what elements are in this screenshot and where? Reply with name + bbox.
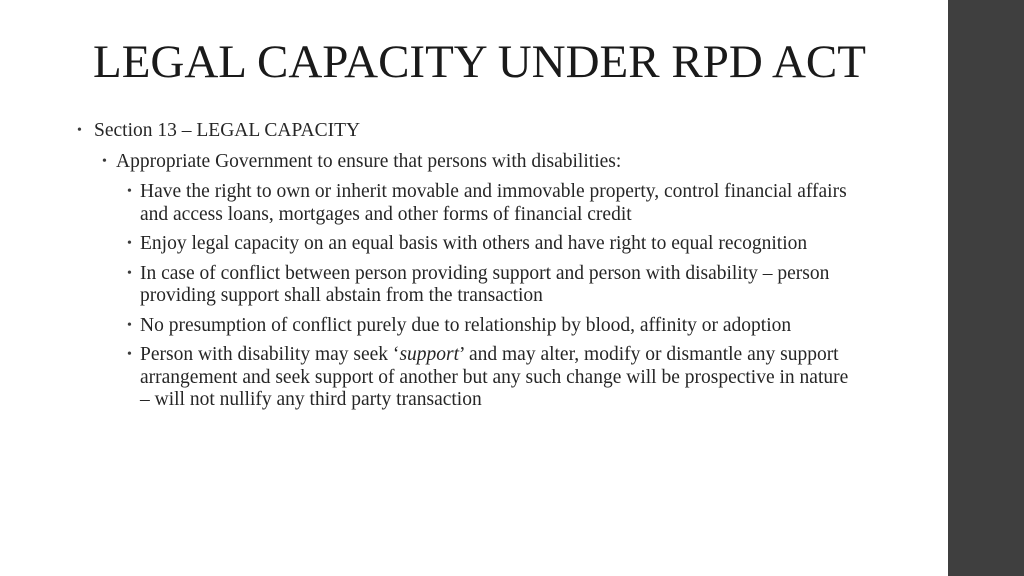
slide-title: LEGAL CAPACITY UNDER RPD ACT bbox=[93, 36, 866, 88]
section-heading: Section 13 – LEGAL CAPACITY bbox=[94, 120, 361, 141]
support-text-after: ’ and may alter, modify or dismantle any support arrangement and seek support of another but any such change will be prospective in nature – will not nullify any third party transaction bbox=[140, 344, 849, 410]
list-item-text bbox=[140, 344, 850, 412]
bullet-level-3-item bbox=[0, 181, 850, 226]
bullet-dot-icon: • bbox=[127, 184, 132, 199]
bullet-dot-icon: • bbox=[127, 265, 132, 281]
bullet-dot-icon: • bbox=[127, 347, 132, 362]
government-duty-text: Appropriate Government to ensure that persons with disabilities: bbox=[116, 150, 622, 172]
slide-body bbox=[0, 120, 948, 419]
bullet-level-3-item bbox=[0, 315, 850, 338]
bullet-dot-icon: • bbox=[77, 123, 82, 138]
support-text-before: Person with disability may seek ‘ bbox=[140, 344, 400, 365]
bullet-dot-icon: • bbox=[127, 236, 132, 251]
list-item-text: No presumption of conflict purely due to relationship by blood, affinity or adoption bbox=[140, 314, 792, 336]
bullet-level-3-item bbox=[0, 263, 850, 308]
bullet-level-3-item bbox=[0, 233, 850, 256]
bullet-level-1 bbox=[0, 120, 948, 143]
list-item-text: Enjoy legal capacity on an equal basis with others and have right to equal recognition bbox=[140, 233, 808, 254]
bullet-level-2 bbox=[0, 151, 948, 174]
bullet-level-3-item bbox=[0, 344, 850, 412]
list-item-text: In case of conflict between person providing support and person with disability – person providing support shall abstain from the transaction bbox=[140, 262, 830, 306]
decorative-side-bar bbox=[948, 0, 1024, 576]
bullet-dot-icon: • bbox=[102, 153, 107, 169]
bullet-dot-icon: • bbox=[127, 317, 132, 333]
support-emphasis: support bbox=[399, 344, 460, 365]
list-item-text: Have the right to own or inherit movable and immovable property, control financial affairs and access loans, mortgages and other forms of financial credit bbox=[140, 181, 847, 225]
